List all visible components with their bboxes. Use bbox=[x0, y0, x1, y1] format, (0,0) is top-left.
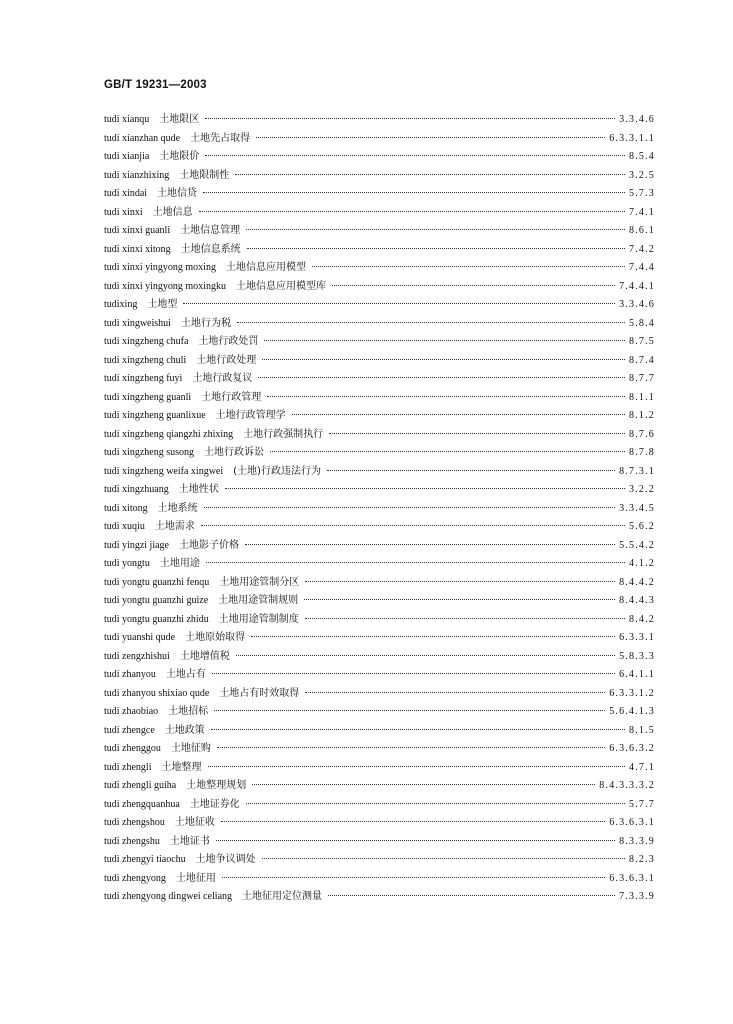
entry-section-number: 5.6.4.1.3 bbox=[609, 706, 655, 717]
index-entry bbox=[104, 241, 655, 260]
dot-leader bbox=[246, 229, 625, 230]
index-entry bbox=[104, 407, 655, 426]
dot-leader bbox=[262, 858, 625, 859]
dot-leader bbox=[262, 359, 625, 360]
dot-leader bbox=[236, 655, 615, 656]
entry-term bbox=[104, 796, 240, 815]
dot-leader bbox=[235, 174, 625, 175]
entry-term bbox=[104, 148, 199, 167]
entry-pinyin: tudi xingzheng guanli bbox=[104, 391, 192, 403]
entry-section-number: 8.4.2 bbox=[629, 613, 655, 625]
dot-leader bbox=[270, 451, 625, 452]
index-entry bbox=[104, 555, 655, 574]
entry-pinyin: tudi xingzheng qiangzhi zhixing bbox=[104, 428, 234, 440]
index-entry bbox=[104, 315, 655, 334]
entry-section-number: 3.3.4.6 bbox=[619, 299, 655, 310]
entry-term bbox=[104, 315, 231, 334]
entry-chinese-term: 土地行政强制执行 bbox=[243, 428, 324, 440]
entry-pinyin: tudi xianqu bbox=[104, 114, 150, 125]
index-entry bbox=[104, 685, 655, 704]
index-entry bbox=[104, 204, 655, 223]
entry-section-number: 8.4.4.3 bbox=[619, 595, 655, 606]
entry-pinyin: tudi xingzheng fuyi bbox=[104, 373, 183, 384]
index-entry bbox=[104, 481, 655, 500]
entry-term bbox=[104, 481, 219, 500]
index-entry bbox=[104, 111, 655, 130]
entry-chinese-term: 土地行政处罚 bbox=[198, 336, 259, 347]
entry-pinyin: tudi xianjia bbox=[104, 151, 150, 162]
index-entry bbox=[104, 722, 655, 741]
entry-section-number: 7.3.3.9 bbox=[619, 891, 655, 902]
entry-pinyin: tudi zhanyou shixiao qude bbox=[104, 687, 210, 699]
dot-leader bbox=[206, 562, 625, 563]
standard-number: GB/T 19231—2003 bbox=[104, 79, 207, 91]
dot-leader bbox=[258, 377, 625, 378]
dot-leader bbox=[217, 747, 605, 748]
entry-pinyin: tudi zhanyou bbox=[104, 669, 156, 680]
index-entry bbox=[104, 574, 655, 593]
entry-pinyin: tudi yongtu guanzhi zhidu bbox=[104, 613, 209, 625]
entry-section-number: 7.4.4.1 bbox=[619, 280, 655, 292]
entry-pinyin: tudi zhengshou bbox=[104, 817, 165, 828]
entry-section-number: 8.2.3 bbox=[629, 854, 655, 865]
entry-section-number: 4.7.1 bbox=[629, 761, 655, 773]
entry-term bbox=[104, 407, 286, 426]
entry-chinese-term: 土地征用 bbox=[175, 872, 216, 884]
entry-pinyin: tudi zhengyong bbox=[104, 872, 166, 884]
entry-pinyin: tudi zhaobiao bbox=[104, 706, 159, 717]
dot-leader bbox=[245, 544, 615, 545]
entry-pinyin: tudi xingzheng susong bbox=[104, 447, 194, 458]
entry-chinese-term: 土地行政管理 bbox=[201, 391, 262, 403]
index-entry bbox=[104, 130, 655, 149]
dot-leader bbox=[199, 211, 625, 212]
index-entry bbox=[104, 370, 655, 389]
dot-leader bbox=[256, 137, 605, 138]
entry-term bbox=[104, 870, 216, 889]
dot-leader bbox=[264, 340, 625, 341]
entry-section-number: 8.7.3.1 bbox=[619, 465, 655, 477]
entry-pinyin: tudi yongtu guanzhi guize bbox=[104, 595, 209, 606]
entry-term bbox=[104, 444, 264, 463]
dot-leader bbox=[246, 803, 625, 804]
entry-term bbox=[104, 629, 245, 648]
dot-leader bbox=[237, 322, 625, 323]
dot-leader bbox=[247, 248, 625, 249]
entry-term bbox=[104, 352, 256, 371]
dot-leader bbox=[222, 877, 605, 878]
entry-section-number: 8.7.8 bbox=[629, 447, 655, 458]
dot-leader bbox=[329, 433, 625, 434]
entry-section-number: 5.8.4 bbox=[629, 317, 655, 329]
entry-term bbox=[104, 814, 215, 833]
entry-term bbox=[104, 463, 321, 482]
index-entry bbox=[104, 592, 655, 611]
entry-section-number: 8.1.1 bbox=[629, 391, 655, 403]
entry-pinyin: tudi xitong bbox=[104, 502, 148, 514]
index-entry bbox=[104, 463, 655, 482]
entry-section-number: 8.3.3.9 bbox=[619, 835, 655, 847]
entry-section-number: 6.3.3.1.2 bbox=[609, 687, 655, 699]
dot-leader bbox=[211, 729, 625, 730]
index-entry bbox=[104, 278, 655, 297]
entry-section-number: 7.4.1 bbox=[629, 206, 655, 218]
entry-section-number: 8.6.1 bbox=[629, 225, 655, 236]
entry-chinese-term: 土地需求 bbox=[154, 521, 195, 532]
entry-section-number: 8.1.2 bbox=[629, 410, 655, 421]
entry-term bbox=[104, 777, 246, 796]
entry-pinyin: tudi yingzi jiage bbox=[104, 539, 169, 551]
entry-chinese-term: 土地行为税 bbox=[180, 317, 231, 329]
dot-leader bbox=[183, 303, 615, 304]
entry-pinyin: tudi xingzheng weifa xingwei bbox=[104, 465, 224, 477]
dot-leader bbox=[205, 155, 625, 156]
index-entry bbox=[104, 259, 655, 278]
entry-section-number: 6.3.6.3.2 bbox=[609, 743, 655, 754]
entry-chinese-term: 土地行政管理学 bbox=[215, 410, 286, 421]
dot-leader bbox=[204, 507, 615, 508]
entry-chinese-term: 土地征购 bbox=[170, 743, 211, 754]
entry-pinyin: tudi zhengquanhua bbox=[104, 798, 180, 810]
index-entry bbox=[104, 777, 655, 796]
entry-chinese-term: 土地占有 bbox=[165, 669, 206, 680]
index-entry bbox=[104, 426, 655, 445]
entry-section-number: 5.7.3 bbox=[629, 188, 655, 199]
index-entry bbox=[104, 666, 655, 685]
entry-section-number: 8.7.7 bbox=[629, 373, 655, 384]
entry-section-number: 5.5.4.2 bbox=[619, 539, 655, 551]
entry-pinyin: tudi xinxi xitong bbox=[104, 243, 171, 255]
entry-chinese-term: 土地用途 bbox=[159, 558, 200, 569]
entry-term bbox=[104, 740, 211, 759]
entry-chinese-term: 土地信息应用模型 bbox=[225, 262, 306, 273]
entry-term bbox=[104, 500, 198, 519]
entry-chinese-term: 土地争议调处 bbox=[195, 854, 256, 865]
entry-chinese-term: 土地信贷 bbox=[157, 188, 198, 199]
dot-leader bbox=[214, 710, 605, 711]
index-entry bbox=[104, 222, 655, 241]
entry-term bbox=[104, 185, 197, 204]
entry-chinese-term: 土地型 bbox=[147, 299, 178, 310]
index-entry bbox=[104, 500, 655, 519]
index-entry bbox=[104, 352, 655, 371]
entry-term bbox=[104, 241, 241, 260]
index-entry bbox=[104, 518, 655, 537]
index-entry bbox=[104, 888, 655, 907]
entry-section-number: 8.7.6 bbox=[629, 428, 655, 440]
entry-pinyin: tudi zhengyong dingwei celiang bbox=[104, 891, 233, 902]
entry-chinese-term: 土地信息系统 bbox=[180, 243, 241, 255]
index-entry bbox=[104, 611, 655, 630]
index-entry bbox=[104, 389, 655, 408]
entry-section-number: 5.7.7 bbox=[629, 798, 655, 810]
index-entry bbox=[104, 333, 655, 352]
dot-leader bbox=[312, 266, 625, 267]
entry-pinyin: tudi zengzhishui bbox=[104, 650, 170, 662]
entry-chinese-term: 土地性状 bbox=[178, 484, 219, 495]
dot-leader bbox=[221, 821, 605, 822]
dot-leader bbox=[212, 673, 615, 674]
entry-term bbox=[104, 389, 261, 408]
index-entry bbox=[104, 740, 655, 759]
entry-section-number: 7.4.4 bbox=[629, 262, 655, 273]
dot-leader bbox=[251, 636, 615, 637]
entry-pinyin: tudi xianzhixing bbox=[104, 169, 170, 181]
entry-chinese-term: 土地证券化 bbox=[189, 798, 240, 810]
dot-leader bbox=[225, 488, 625, 489]
entry-term bbox=[104, 296, 177, 315]
entry-chinese-term: 土地用途管制制度 bbox=[218, 613, 299, 625]
index-entry bbox=[104, 444, 655, 463]
index-entry bbox=[104, 703, 655, 722]
entry-term bbox=[104, 426, 323, 445]
dot-leader bbox=[267, 396, 625, 397]
entry-pinyin: tudi xinxi yingyong moxing bbox=[104, 262, 216, 273]
entry-chinese-term: 土地行政处理 bbox=[196, 354, 257, 366]
entry-pinyin: tudi yongtu bbox=[104, 558, 150, 569]
index-entry bbox=[104, 759, 655, 778]
dot-leader bbox=[327, 470, 615, 471]
entry-section-number: 3.2.5 bbox=[629, 169, 655, 181]
entry-term bbox=[104, 204, 193, 223]
dot-leader bbox=[305, 692, 605, 693]
entry-chinese-term: 土地整理 bbox=[161, 761, 202, 773]
entry-term bbox=[104, 537, 239, 556]
index-entry-list bbox=[104, 111, 655, 907]
entry-pinyin: tudi zhengshu bbox=[104, 835, 160, 847]
dot-leader bbox=[216, 840, 615, 841]
index-entry bbox=[104, 833, 655, 852]
entry-chinese-term: 土地限制性 bbox=[179, 169, 230, 181]
entry-pinyin: tudi xingzheng guanlixue bbox=[104, 410, 206, 421]
entry-pinyin: tudi xinxi yingyong moxingku bbox=[104, 280, 226, 292]
entry-section-number: 8.4.4.2 bbox=[619, 576, 655, 588]
dot-leader bbox=[332, 285, 615, 286]
entry-term bbox=[104, 833, 210, 852]
dot-leader bbox=[201, 525, 625, 526]
index-entry bbox=[104, 148, 655, 167]
entry-pinyin: tudi yongtu guanzhi fenqu bbox=[104, 576, 210, 588]
dot-leader bbox=[305, 581, 615, 582]
index-entry bbox=[104, 537, 655, 556]
entry-chinese-term: 土地占有时效取得 bbox=[219, 687, 300, 699]
entry-term bbox=[104, 722, 205, 741]
entry-section-number: 8.1.5 bbox=[629, 724, 655, 736]
entry-term bbox=[104, 278, 326, 297]
index-entry bbox=[104, 296, 655, 315]
dot-leader bbox=[252, 784, 595, 785]
entry-chinese-term: 土地证书 bbox=[169, 835, 210, 847]
entry-pinyin: tudi xingzheng chuli bbox=[104, 354, 187, 366]
entry-section-number: 6.3.3.1 bbox=[619, 632, 655, 643]
entry-chinese-term: 土地限价 bbox=[159, 151, 200, 162]
entry-term bbox=[104, 370, 252, 389]
index-entry bbox=[104, 851, 655, 870]
entry-chinese-term: 土地用途管制分区 bbox=[219, 576, 300, 588]
entry-chinese-term: 土地行政复议 bbox=[192, 373, 253, 384]
entry-pinyin: tudi yuanshi qude bbox=[104, 632, 176, 643]
entry-term bbox=[104, 611, 299, 630]
entry-chinese-term: 土地先占取得 bbox=[190, 132, 251, 144]
entry-section-number: 6.3.6.3.1 bbox=[609, 872, 655, 884]
entry-pinyin: tudi xianzhan qude bbox=[104, 132, 181, 144]
entry-pinyin: tudixing bbox=[104, 299, 138, 310]
entry-term bbox=[104, 666, 206, 685]
entry-term bbox=[104, 685, 299, 704]
entry-section-number: 7.4.2 bbox=[629, 243, 655, 255]
entry-term bbox=[104, 759, 202, 778]
entry-section-number: 5.6.2 bbox=[629, 521, 655, 532]
dot-leader bbox=[328, 895, 615, 896]
entry-pinyin: tudi xuqiu bbox=[104, 521, 145, 532]
entry-term bbox=[104, 167, 229, 186]
entry-chinese-term: 土地信息管理 bbox=[180, 225, 241, 236]
entry-pinyin: tudi xindai bbox=[104, 188, 148, 199]
index-entry bbox=[104, 629, 655, 648]
dot-leader bbox=[203, 192, 625, 193]
entry-pinyin: tudi zhenggou bbox=[104, 743, 161, 754]
entry-chinese-term: 土地增值税 bbox=[179, 650, 230, 662]
index-entry bbox=[104, 648, 655, 667]
entry-chinese-term: 土地原始取得 bbox=[185, 632, 246, 643]
entry-pinyin: tudi zhengli guiha bbox=[104, 780, 177, 791]
entry-chinese-term: 土地整理规划 bbox=[186, 780, 247, 791]
entry-term bbox=[104, 130, 250, 149]
index-entry bbox=[104, 185, 655, 204]
entry-pinyin: tudi zhengce bbox=[104, 724, 155, 736]
entry-chinese-term: 土地系统 bbox=[157, 502, 198, 514]
dot-leader bbox=[305, 618, 625, 619]
entry-term bbox=[104, 518, 195, 537]
entry-chinese-term: (土地)行政违法行为 bbox=[233, 465, 321, 477]
entry-section-number: 3.3.4.5 bbox=[619, 502, 655, 514]
entry-chinese-term: 土地征用定位测量 bbox=[242, 891, 323, 902]
dot-leader bbox=[292, 414, 625, 415]
entry-term bbox=[104, 111, 199, 130]
entry-term bbox=[104, 555, 200, 574]
entry-section-number: 8.7.5 bbox=[629, 336, 655, 347]
entry-pinyin: tudi zhengli bbox=[104, 761, 152, 773]
entry-term bbox=[104, 851, 256, 870]
entry-term bbox=[104, 259, 306, 278]
dot-leader bbox=[208, 766, 626, 767]
entry-term bbox=[104, 703, 208, 722]
dot-leader bbox=[205, 118, 615, 119]
entry-pinyin: tudi xingzheng chufa bbox=[104, 336, 189, 347]
index-entry bbox=[104, 796, 655, 815]
entry-chinese-term: 土地政策 bbox=[164, 724, 205, 736]
entry-term bbox=[104, 222, 240, 241]
entry-term bbox=[104, 592, 298, 611]
entry-pinyin: tudi xingzhuang bbox=[104, 484, 169, 495]
entry-section-number: 4.1.2 bbox=[629, 558, 655, 569]
entry-pinyin: tudi zhengyi tiaochu bbox=[104, 854, 186, 865]
entry-section-number: 6.3.3.1.1 bbox=[609, 132, 655, 144]
entry-pinyin: tudi xingweishui bbox=[104, 317, 171, 329]
entry-pinyin: tudi xinxi bbox=[104, 206, 143, 218]
entry-chinese-term: 土地用途管制规则 bbox=[218, 595, 299, 606]
entry-term bbox=[104, 648, 230, 667]
entry-section-number: 3.2.2 bbox=[629, 484, 655, 495]
entry-term bbox=[104, 333, 258, 352]
entry-section-number: 3.3.4.6 bbox=[619, 114, 655, 125]
index-entry bbox=[104, 167, 655, 186]
entry-section-number: 8.5.4 bbox=[629, 151, 655, 162]
entry-pinyin: tudi xinxi guanli bbox=[104, 225, 171, 236]
entry-chinese-term: 土地行政诉讼 bbox=[204, 447, 264, 458]
entry-chinese-term: 土地限区 bbox=[159, 114, 200, 125]
entry-section-number: 8.4.3.3.3.2 bbox=[599, 780, 655, 791]
entry-chinese-term: 土地招标 bbox=[168, 706, 209, 717]
entry-chinese-term: 土地影子价格 bbox=[179, 539, 239, 551]
index-entry bbox=[104, 814, 655, 833]
entry-chinese-term: 土地信息 bbox=[152, 206, 193, 218]
entry-section-number: 5.8.3.3 bbox=[619, 650, 655, 662]
dot-leader bbox=[304, 599, 615, 600]
entry-section-number: 6.4.1.1 bbox=[619, 669, 655, 680]
entry-term bbox=[104, 574, 299, 593]
entry-chinese-term: 土地信息应用模型库 bbox=[235, 280, 326, 292]
entry-term bbox=[104, 888, 322, 907]
entry-chinese-term: 土地征收 bbox=[174, 817, 215, 828]
entry-section-number: 6.3.6.3.1 bbox=[609, 817, 655, 828]
index-entry bbox=[104, 870, 655, 889]
entry-section-number: 8.7.4 bbox=[629, 354, 655, 366]
